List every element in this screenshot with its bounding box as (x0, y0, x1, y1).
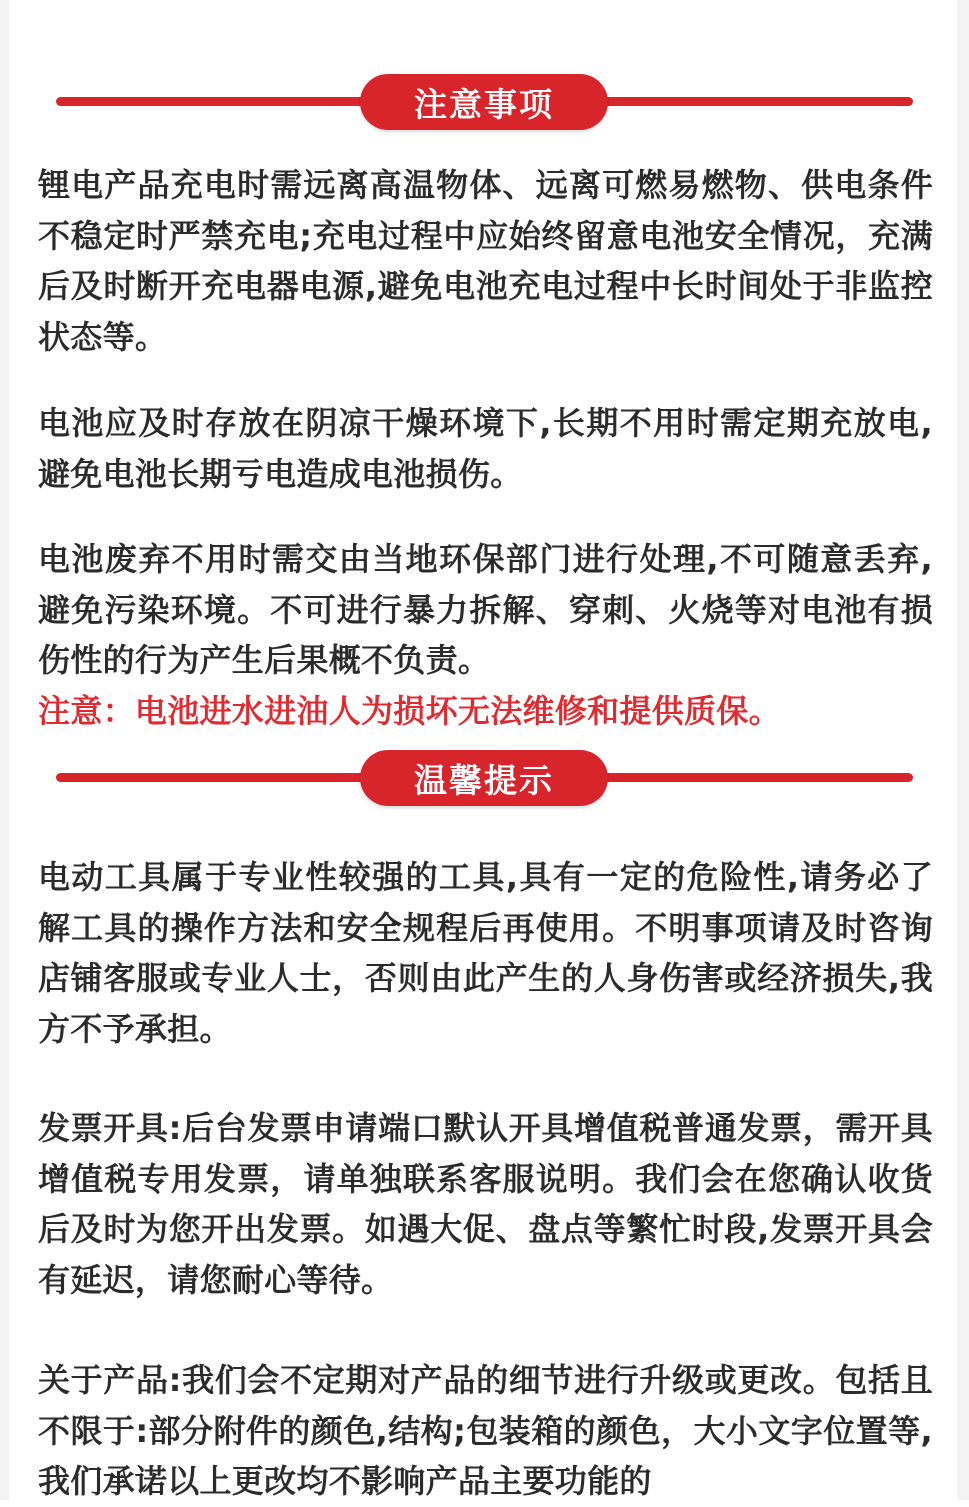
tips-paragraph-invoice: 发票开具:后台发票申请端口默认开具增值税普通发票，需开具增值税专用发票，请单独联系客服说明。我们会在您确认收货后及时为您开出发票。如遇大促、盘点等繁忙时段,发票开具会有延迟，请您耐心等待。 (38, 1109, 933, 1299)
tips-title-pill (360, 750, 608, 806)
notice-section-header (56, 74, 913, 130)
notice-title-pill (360, 74, 608, 130)
notice-warning: 注意：电池进水进油人为损坏无法维修和提供质保。 (38, 692, 781, 730)
tips-section-header (56, 750, 913, 806)
left-edge (0, 0, 9, 1500)
notice-paragraph-disposal: 电池废弃不用时需交由当地环保部门进行处理,不可随意丢弃,避免污染环境。不可进行暴力拆解、穿刺、火烧等对电池有损伤性的行为产生后果概不负责。 (38, 540, 933, 679)
notice-paragraph-storage: 电池应及时存放在阴凉干燥环境下,长期不用时需定期充放电,避免电池长期亏电造成电池损伤。 (38, 404, 933, 493)
tips-paragraph-product: 关于产品:我们会不定期对产品的细节进行升级或更改。包括且不限于:部分附件的颜色,结构;包装箱的颜色，大小文字位置等,我们承诺以上更改均不影响产品主要功能的 (38, 1361, 933, 1500)
notice-title: 注意事项 (414, 84, 554, 124)
notice-paragraph-charging: 锂电产品充电时需远离高温物体、远离可燃易燃物、供电条件不稳定时严禁充电;充电过程中应始终留意电池安全情况，充满后及时断开充电器电源,避免电池充电过程中长时间处于非监控状态等。 (38, 166, 933, 356)
tips-paragraph-tools: 电动工具属于专业性较强的工具,具有一定的危险性,请务必了解工具的操作方法和安全规程后再使用。不明事项请及时咨询店铺客服或专业人士，否则由此产生的人身伤害或经济损失,我方不予承担。 (38, 858, 933, 1048)
right-edge (957, 0, 969, 1500)
tips-title: 温馨提示 (414, 760, 554, 800)
